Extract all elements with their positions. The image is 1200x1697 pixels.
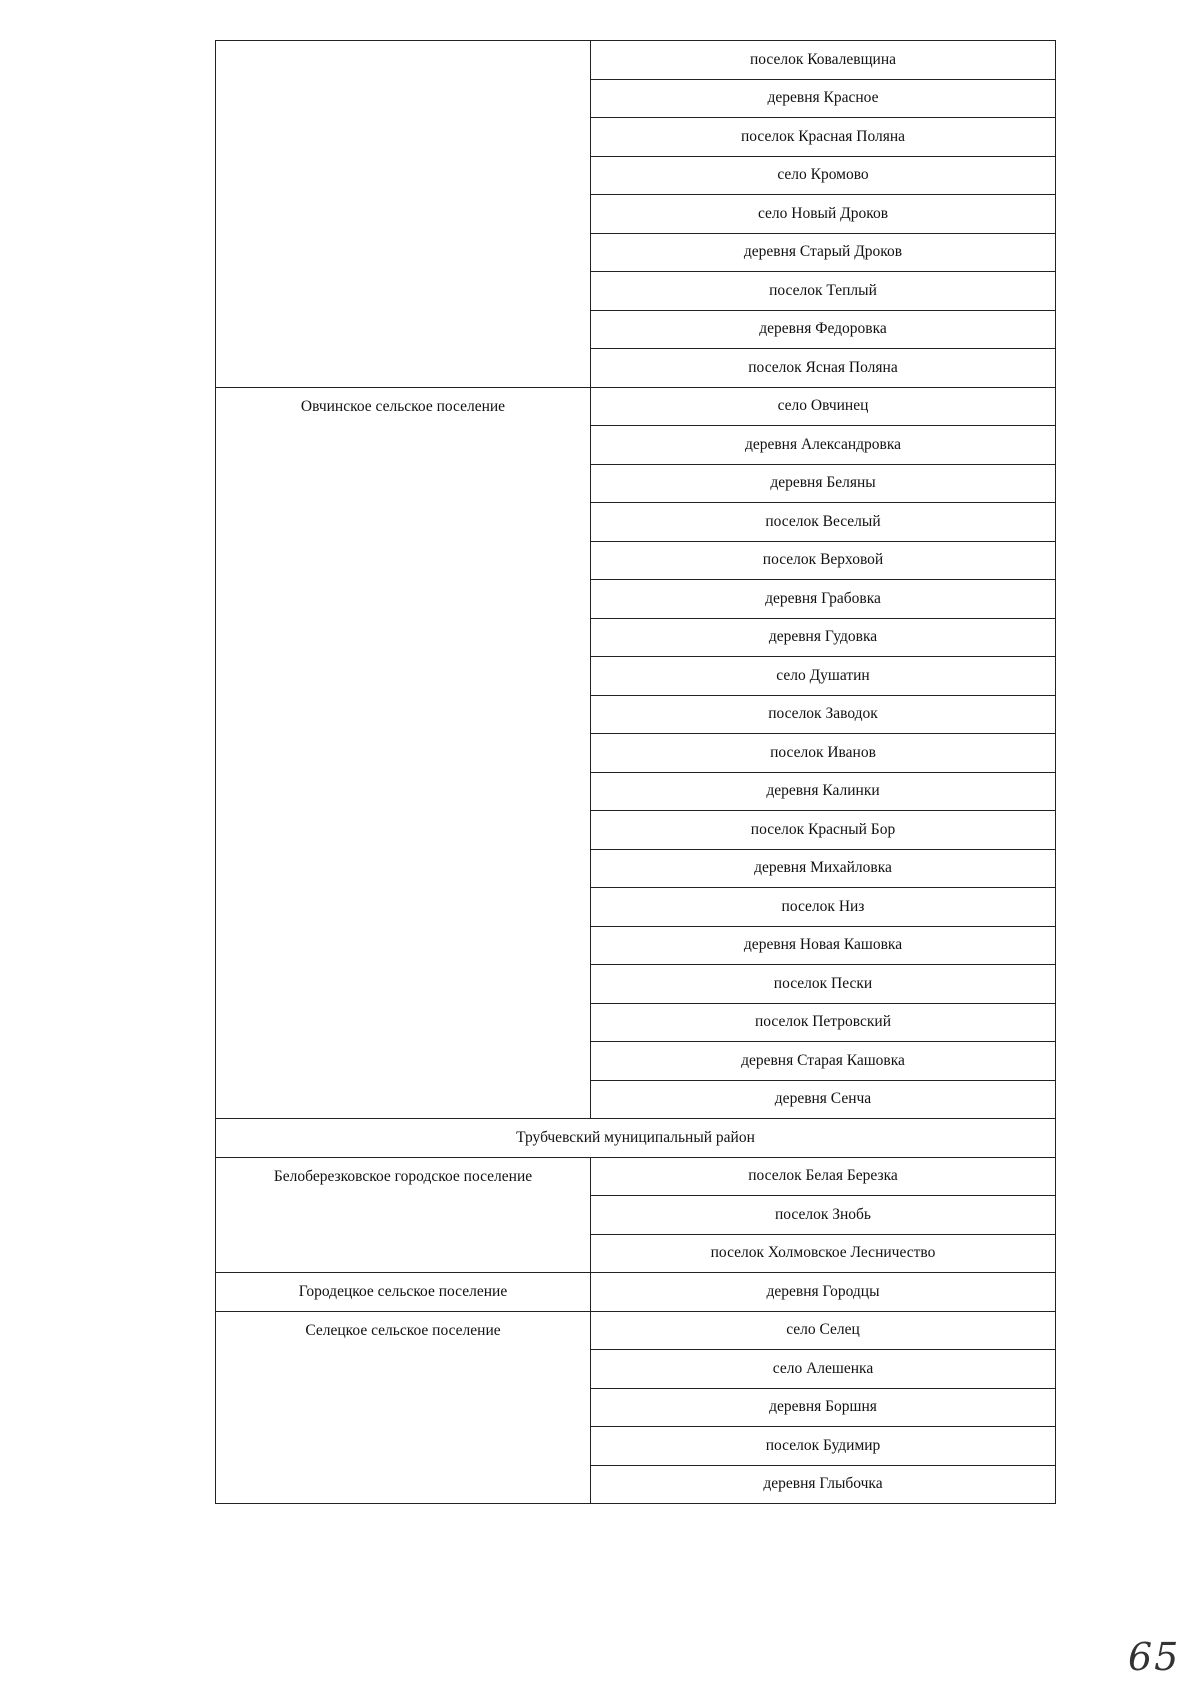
municipality-cell: Селецкое сельское поселение — [216, 1311, 591, 1504]
settlement-cell: село Алешенка — [591, 1350, 1056, 1389]
settlements-table — [215, 40, 1056, 1504]
settlement-cell: поселок Иванов — [591, 734, 1056, 773]
settlement-cell: деревня Новая Кашовка — [591, 926, 1056, 965]
table-row — [216, 387, 1056, 426]
settlement-cell: поселок Пески — [591, 965, 1056, 1004]
page-number: 65 — [1128, 1635, 1181, 1679]
settlement-cell: село Новый Дроков — [591, 195, 1056, 234]
settlement-cell: деревня Беляны — [591, 464, 1056, 503]
settlement-cell: деревня Старая Кашовка — [591, 1042, 1056, 1081]
settlement-cell: деревня Гудовка — [591, 618, 1056, 657]
settlement-cell: деревня Старый Дроков — [591, 233, 1056, 272]
settlement-cell: деревня Федоровка — [591, 310, 1056, 349]
settlement-cell: поселок Низ — [591, 888, 1056, 927]
table-row — [216, 41, 1056, 80]
settlement-cell: село Кромово — [591, 156, 1056, 195]
district-heading-row — [216, 1119, 1056, 1158]
table-row — [216, 1157, 1056, 1196]
district-heading: Трубчевский муниципальный район — [216, 1119, 1056, 1158]
settlement-cell: село Селец — [591, 1311, 1056, 1350]
settlement-cell: поселок Красная Поляна — [591, 118, 1056, 157]
municipality-cell: Белоберезковское городское поселение — [216, 1157, 591, 1273]
table-row — [216, 1311, 1056, 1350]
settlement-cell: поселок Красный Бор — [591, 811, 1056, 850]
settlement-cell: село Душатин — [591, 657, 1056, 696]
settlement-cell: поселок Знобь — [591, 1196, 1056, 1235]
settlement-cell: поселок Будимир — [591, 1427, 1056, 1466]
municipality-cell: Городецкое сельское поселение — [216, 1273, 591, 1312]
settlement-cell: поселок Белая Березка — [591, 1157, 1056, 1196]
settlement-cell: деревня Городцы — [591, 1273, 1056, 1312]
settlement-cell: поселок Теплый — [591, 272, 1056, 311]
settlements-table-body — [216, 41, 1056, 1504]
settlement-cell: поселок Веселый — [591, 503, 1056, 542]
settlement-cell: поселок Заводок — [591, 695, 1056, 734]
settlement-cell: деревня Михайловка — [591, 849, 1056, 888]
settlement-cell: поселок Ковалевщина — [591, 41, 1056, 80]
table-row — [216, 1273, 1056, 1312]
settlement-cell: поселок Ясная Поляна — [591, 349, 1056, 388]
settlement-cell: деревня Боршня — [591, 1388, 1056, 1427]
settlement-cell: деревня Красное — [591, 79, 1056, 118]
settlement-cell: деревня Грабовка — [591, 580, 1056, 619]
municipality-cell — [216, 41, 591, 388]
municipality-cell: Овчинское сельское поселение — [216, 387, 591, 1119]
settlement-cell: деревня Глыбочка — [591, 1465, 1056, 1504]
settlement-cell: деревня Сенча — [591, 1080, 1056, 1119]
settlement-cell: деревня Калинки — [591, 772, 1056, 811]
settlement-cell: поселок Петровский — [591, 1003, 1056, 1042]
settlement-cell: поселок Верховой — [591, 541, 1056, 580]
settlement-cell: деревня Александровка — [591, 426, 1056, 465]
settlement-cell: село Овчинец — [591, 387, 1056, 426]
settlement-cell: поселок Холмовское Лесничество — [591, 1234, 1056, 1273]
